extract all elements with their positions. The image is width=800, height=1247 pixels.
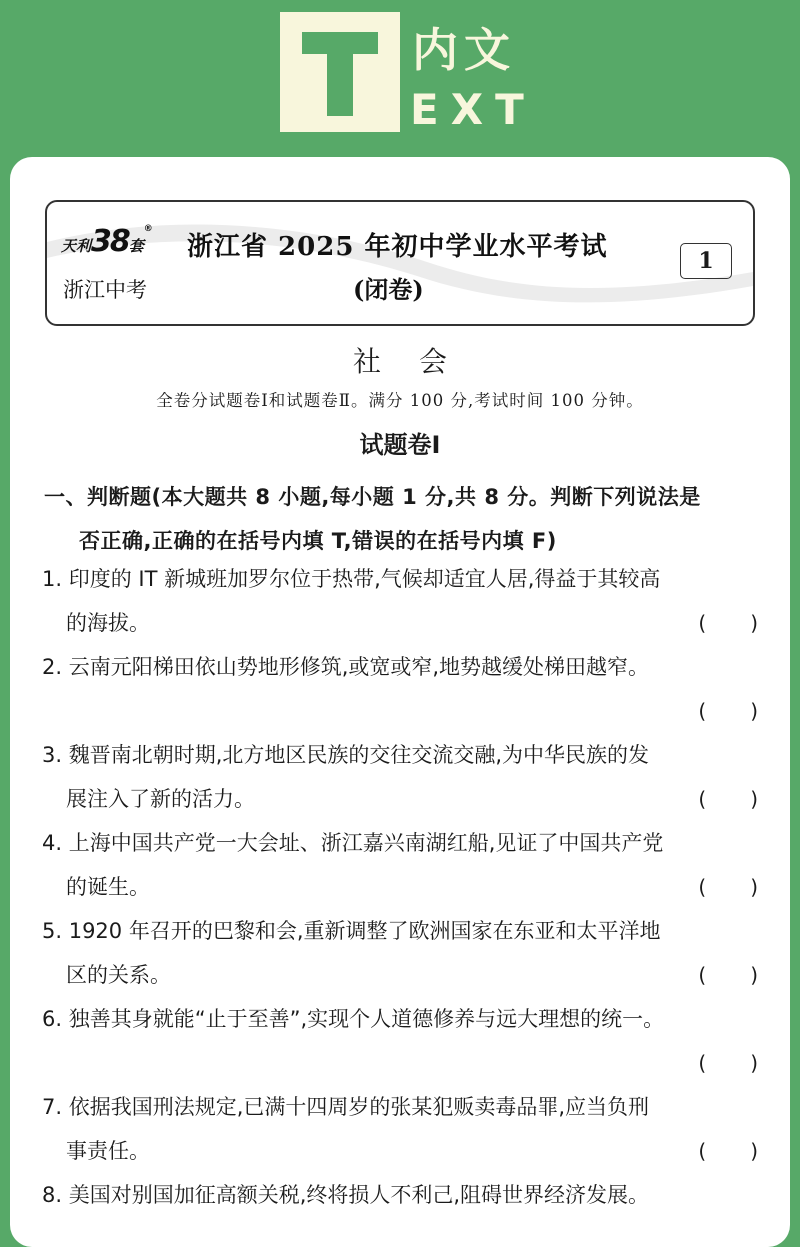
question-text-continued: 事责任。 ( ) [42, 1129, 758, 1173]
question-item [42, 997, 758, 1085]
exam-subtitle: (闭卷) [353, 275, 424, 304]
question-text: 5. 1920 年召开的巴黎和会,重新调整了欧洲国家在东亚和太平洋地 [42, 919, 661, 943]
answer-blank[interactable]: ( ) [698, 611, 758, 635]
brand-logo: 天利38套® [61, 224, 153, 259]
section-heading [44, 475, 764, 563]
t-letter-stem [327, 32, 353, 116]
exam-title: 浙江省 2025 年初中学业水平考试 [187, 232, 608, 262]
question-text-continued: 展注入了新的活力。 ( ) [42, 777, 758, 821]
answer-blank[interactable]: ( ) [698, 699, 758, 723]
question-item [42, 1085, 758, 1173]
question-item [42, 557, 758, 645]
banner-english-title: EXT [410, 85, 536, 134]
part-title: 试题卷Ⅰ [359, 431, 441, 459]
answer-blank[interactable]: ( ) [698, 963, 758, 987]
question-item [42, 1173, 758, 1217]
question-text: 6. 独善其身就能“止于至善”,实现个人道德修养与远大理想的统一。 [42, 1007, 665, 1031]
question-text: 7. 依据我国刑法规定,已满十四周岁的张某犯贩卖毒品罪,应当负刑 [42, 1095, 650, 1119]
section-heading-line1: 一、判断题(本大题共 8 小题,每小题 1 分,共 8 分。判断下列说法是 [44, 485, 701, 509]
question-text-continued: 区的关系。 ( ) [42, 953, 758, 997]
question-text: 4. 上海中国共产党一大会址、浙江嘉兴南湖红船,见证了中国共产党 [42, 831, 664, 855]
answer-blank[interactable]: ( ) [698, 1051, 758, 1075]
question-text: 8. 美国对别国加征高额关税,终将损人不利己,阻碍世界经济发展。 [42, 1183, 650, 1207]
question-item [42, 645, 758, 733]
exam-instructions: 全卷分试题卷Ⅰ和试题卷Ⅱ。满分 100 分,考试时间 100 分钟。 [156, 391, 644, 410]
question-item [42, 733, 758, 821]
paper-number-badge: 1 [680, 243, 732, 279]
section-heading-line2: 否正确,正确的在括号内填 T,错误的在括号内填 F) [79, 529, 557, 553]
question-text-continued [42, 689, 758, 733]
subject-title: 社会 [352, 345, 485, 378]
document-card [10, 157, 790, 1247]
question-item [42, 909, 758, 997]
question-item [42, 821, 758, 909]
question-text-continued [42, 1041, 758, 1085]
question-text-continued: 的海拔。 ( ) [42, 601, 758, 645]
brand-subtitle: 浙江中考 [63, 278, 147, 302]
exam-header [45, 200, 755, 326]
question-text: 1. 印度的 IT 新城班加罗尔位于热带,气候却适宜人居,得益于其较高 [42, 567, 661, 591]
answer-blank[interactable]: ( ) [698, 787, 758, 811]
question-text: 3. 魏晋南北朝时期,北方地区民族的交往交流交融,为中华民族的发 [42, 743, 650, 767]
answer-blank[interactable]: ( ) [698, 1139, 758, 1163]
decorative-swoosh [47, 202, 753, 324]
question-text: 2. 云南元阳梯田依山势地形修筑,或宽或窄,地势越缓处梯田越窄。 [42, 655, 650, 679]
answer-blank[interactable]: ( ) [698, 875, 758, 899]
banner-chinese-title: 内文 [412, 23, 516, 77]
question-text-continued: 的诞生。 ( ) [42, 865, 758, 909]
t-logo-block [280, 12, 400, 132]
question-list [42, 557, 758, 1217]
